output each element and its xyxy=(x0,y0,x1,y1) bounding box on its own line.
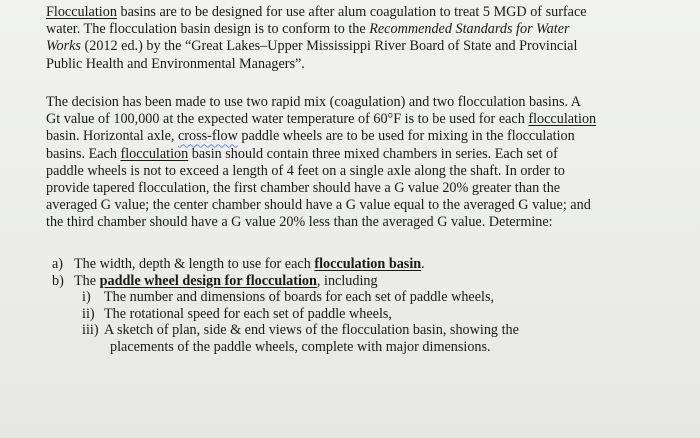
text-span: basin should contain three mixed chambers in series. Each set of xyxy=(188,145,558,162)
text-span: The rotational speed for each set of paddle wheels, xyxy=(104,305,392,322)
text-span: water. The flocculation basin design is to conform to the xyxy=(46,21,370,38)
problem-intro-paragraph xyxy=(46,4,646,73)
text-span: paddle wheels are to be used for mixing in the flocculation xyxy=(237,128,575,145)
text-line: the third chamber should have a G value 20% less than the averaged G value. Determine: xyxy=(46,214,553,231)
text-line xyxy=(46,111,646,128)
underlined-term: flocculation xyxy=(120,145,189,162)
text-line: Public Health and Environmental Managers”. xyxy=(46,55,305,72)
text-span: The xyxy=(74,272,100,289)
text-span: Gt value of 100,000 at the expected water temperature of 60°F is to be used for each xyxy=(46,111,529,128)
text-span: basin. Horizontal axle, xyxy=(46,128,178,145)
list-marker: ii) xyxy=(82,305,95,322)
list-item-b-iii-continued: placements of the paddle wheels, complete with major dimensions. xyxy=(110,338,491,355)
list-marker: iii) xyxy=(82,322,99,339)
bold-underlined-term: paddle wheel design for flocculation xyxy=(99,272,317,289)
text-line xyxy=(46,146,646,163)
list-marker: a) xyxy=(52,256,64,272)
question-list xyxy=(52,256,672,356)
text-span: , including xyxy=(316,272,378,289)
italic-title: Recommended Standards for Water xyxy=(369,21,570,38)
underlined-term: flocculation xyxy=(528,111,597,128)
list-item-a xyxy=(52,256,672,273)
list-item-b-ii xyxy=(52,306,672,323)
text-span: . xyxy=(421,256,425,272)
text-span: (2012 ed.) by the “Great Lakes–Upper Mississippi River Board of State and Provincial xyxy=(80,38,578,55)
text-line xyxy=(46,38,646,55)
text-span: basins. Each xyxy=(46,145,121,162)
text-line xyxy=(46,21,646,38)
spellcheck-flagged-word: cross-flow xyxy=(177,128,238,145)
text-line xyxy=(46,4,646,21)
text-line xyxy=(46,128,646,145)
text-span: The number and dimensions of boards for each set of paddle wheels, xyxy=(104,289,495,306)
list-item-b-i xyxy=(52,289,672,306)
text-line: averaged G value; the center chamber should have a G value equal to the averaged G value; and xyxy=(46,197,591,214)
list-marker: i) xyxy=(82,289,91,306)
underlined-term: Flocculation xyxy=(46,4,117,20)
list-item-b xyxy=(52,273,672,290)
text-line: provide tapered flocculation, the first chamber should have a G value 20% greater than the xyxy=(46,180,561,197)
text-span: basins are to be designed for use after alum coagulation to treat 5 MGD of surface xyxy=(116,4,587,20)
italic-title: Works xyxy=(46,38,81,55)
bold-underlined-term: flocculation basin xyxy=(314,256,422,272)
list-item-b-iii xyxy=(52,322,672,339)
text-line: The decision has been made to use two rapid mix (coagulation) and two flocculation basins. A xyxy=(46,94,582,110)
text-span: The width, depth & length to use for each xyxy=(74,256,315,272)
design-requirements-paragraph xyxy=(46,94,646,232)
list-marker: b) xyxy=(52,272,64,289)
text-span: A sketch of plan, side & end views of the flocculation basin, showing the xyxy=(104,322,519,339)
text-line: paddle wheels is not to exceed a length of 4 feet on a single axle along the shaft. In order to xyxy=(46,162,565,179)
